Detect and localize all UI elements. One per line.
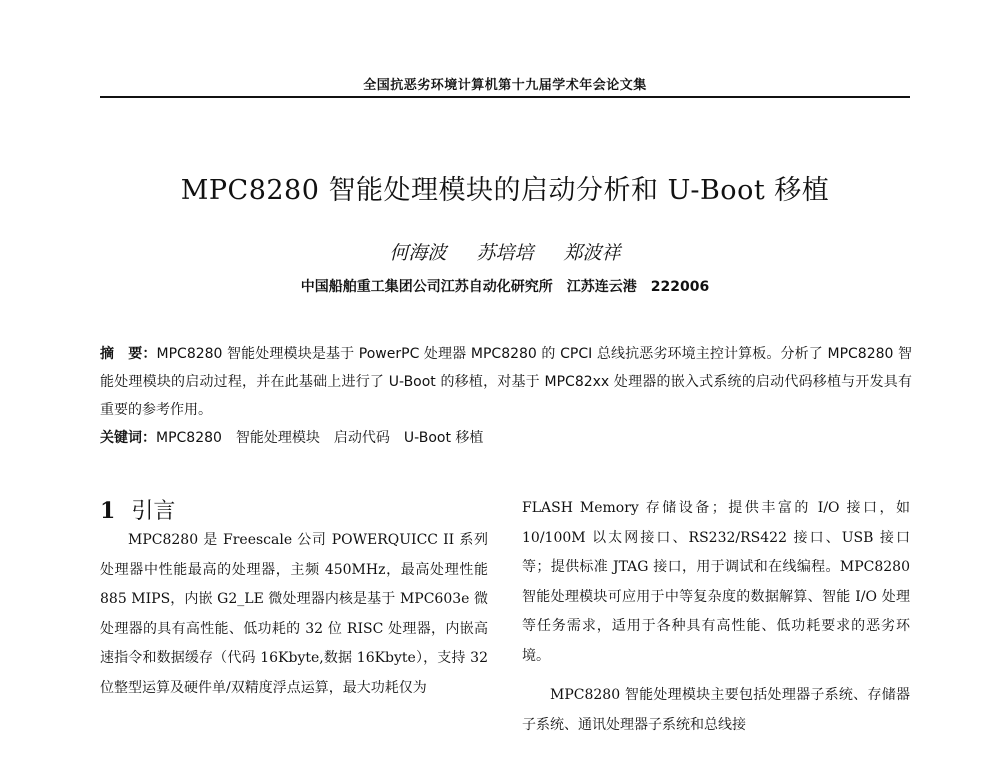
abstract-label: 摘 要： <box>100 346 157 362</box>
abstract-text: MPC8280 智能处理模块是基于 PowerPC 处理器 MPC8280 的 CPCI 总线抗恶劣环境主控计算板。分析了 MPC8280 智能处理模块的启动过程，并在此基础上进行了 U-Boot 的移植，对基于 MPC82xx 处理器的嵌入式系统的启动代码移植与开发具有重要的参考作用。 <box>100 346 913 418</box>
affiliation: 中国船舶重工集团公司江苏自动化研究所 江苏连云港 222006 <box>300 279 710 295</box>
section-number: 1 <box>100 498 116 524</box>
abstract <box>100 340 912 424</box>
right-paragraph-2: MPC8280 智能处理模块主要包括处理器子系统、存储器子系统、通讯处理器子系统和总线接 <box>522 687 910 733</box>
paper-title: MPC8280 智能处理模块的启动分析和 U-Boot 移植 <box>180 175 830 206</box>
section-heading <box>100 494 175 525</box>
section-title: 引言 <box>131 499 176 524</box>
keywords <box>100 424 912 452</box>
header-rule <box>100 96 910 98</box>
running-header: 全国抗恶劣环境计算机第十九届学术年会论文集 <box>363 78 647 93</box>
author-1: 何海波 <box>389 242 447 264</box>
abstract-block <box>100 340 912 452</box>
keywords-text: MPC8280 智能处理模块 启动代码 U-Boot 移植 <box>156 430 484 446</box>
author-3: 郑波祥 <box>563 242 621 264</box>
authors <box>100 238 910 265</box>
right-paragraph-1: FLASH Memory 存储设备；提供丰富的 I/O 接口，如 10/100M 以太网接口、RS232/RS422 接口、USB 接口等；提供标准 JTAG 接口，用于调试和在线编程。MPC8280 智能处理模块可应用于中等复杂度的数据解算、智能 I/O 处理等任务需求，适用于各种具有高性能、低功耗要求的恶劣环境。 <box>522 500 910 664</box>
author-2: 苏培培 <box>476 242 534 264</box>
keywords-label: 关键词： <box>100 430 156 446</box>
right-column <box>522 494 910 740</box>
left-column <box>100 526 488 703</box>
left-paragraph-1: MPC8280 是 Freescale 公司 POWERQUICC II 系列处理器中性能最高的处理器，主频 450MHz，最高处理性能 885 MIPS，内嵌 G2_LE 微处理器内核是基于 MPC603e 微处理器的具有高性能、低功耗的 32 位 RISC 处理器，内嵌高速指令和数据缓存（代码 16Kbyte,数据 16Kbyte），支持 32 位整型运算及硬件单/双精度浮点运算，最大功耗仅为 <box>100 532 488 696</box>
